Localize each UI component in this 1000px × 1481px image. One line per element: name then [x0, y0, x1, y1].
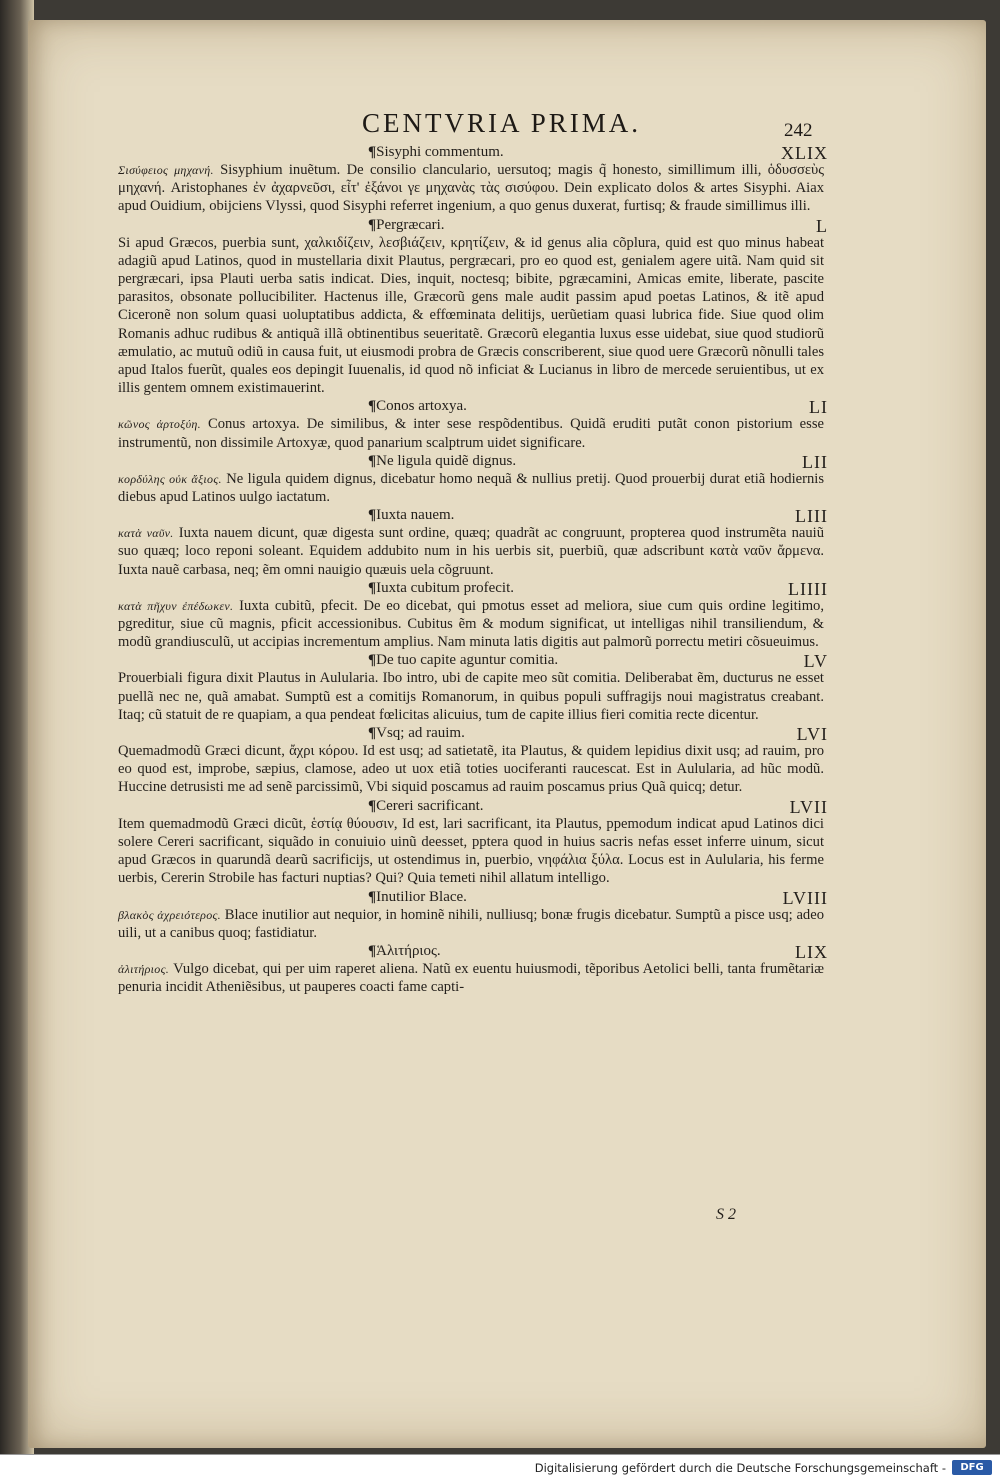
adage-entry	[118, 215, 828, 398]
greek-lemma: ἀλιτήριος.	[118, 961, 170, 976]
adage-number: LIX	[795, 941, 828, 962]
adage-entry	[118, 451, 828, 506]
adage-number: LVI	[796, 724, 828, 745]
adage-body: Σισύφειος μηχανή. Sisyphium inuẽtum. De consilio clanculario, uersutoq; magis q̃ honesto, simillimum illi, ὁδυσσεὺς μηχανή. Aristophanes ἐν ἀχαρνεῦσι, εἶτ' ἐξάνοι γε μηχανὰς τὰς σισύφου. Dein explicato dolos & artes Sisyphi. Aiax apud Ouidium, obijciens Vlyssi, quod Sisyphi referret ingenium, a quo genus duxerat, furtisq; & fraude simillimus illi.	[118, 162, 824, 215]
adage-number: L	[816, 215, 828, 236]
pilcrow-icon: ¶	[368, 797, 377, 814]
adage-entry	[118, 796, 828, 888]
adage-number: LV	[803, 651, 828, 672]
adage-title: ¶Pergræcari.	[368, 216, 445, 233]
pilcrow-icon: ¶	[368, 725, 377, 742]
adage-entry	[118, 724, 828, 797]
adage-body: κατὰ ναῦν. Iuxta nauem dicunt, quæ digesta sunt ordine, quæq; quadrãt ac congruunt, propterea quod instrumẽta nauiũ suo quæq; loco reponi soleant. Equidem addubito num in his uerbis sit, puerbiũ, quæ adscribunt κατὰ ναῦν ἄρμενα. Iuxta nauẽ carbasa, neq; ẽm omni nauigio quæuis uela cõgruunt.	[118, 525, 824, 578]
pilcrow-icon: ¶	[368, 144, 377, 160]
adage-entry	[118, 578, 828, 652]
adage-body: κορδύλης οὐκ ἄξιος. Ne ligula quidem dignus, dicebatur homo nequã & nullius pretij. Quod prouerbij durat etiã hodiernis diebus apud Latinos uulgo iactatum.	[118, 470, 825, 506]
folio-number: 242	[784, 120, 813, 141]
adage-title: ¶Iuxta cubitum profecit.	[368, 579, 514, 596]
adage-title: ¶Vsq; ad rauim.	[368, 725, 465, 742]
adage-body: Item quemadmodũ Græci dicũt, ἑστίᾳ θύουσιν, Id est, lari sacrificant, ita Plautus, ppemodum indicat apud Latinos dici solere Cereri sacrificant, siquãdo in conuiuio uinũ deesset, pptera quod in huius sacris nefas esset inferre uinum, sicut apud Græcos in quarundã dearũ sacrificijs, ut ostendimus in, puerbio, νηφάλια ξύλα. Locus est in Aulularia, his ferme uerbis, Cererin Strobile has facturi nuptias? Qui? Quia temeti nihil allatum intelligo.	[118, 815, 824, 887]
pilcrow-icon: ¶	[368, 452, 377, 469]
adage-body: κατὰ πῆχυν ἐπέδωκεν. Iuxta cubitũ, pfecit. De eo dicebat, qui pmotus esset ad meliora, siue cum quis ordine legitimo, pgreditur, siue cũ magnis, pficit accessionibus. Cubitus ẽm & modum significat, ut intelligas nihil transiliendum, & modũ grandiusculũ, ut accipias incrementum amplius. Nam minuta latis digitis aut palmorũ porrectu metiri cõsueuimus.	[118, 597, 824, 651]
pilcrow-icon: ¶	[368, 942, 377, 959]
adage-body: Prouerbiali figura dixit Plautus in Aulularia. Ibo intro, ubi de capite meo sũt comitia. Deliberabat ẽm, ducturus ne esset puellã nec ne, quã amabat. Sumptũ est a comitijs Romanorum, in quibus populi suffragijs noui magistratus creabant. Itaq; cũ statuit de re quapiam, a qua pendeat fœlicitas alicuius, tum de capite illius fieri comitia recte dicentur.	[118, 670, 824, 723]
adage-entry	[118, 143, 828, 216]
greek-lemma: κῶνος ἀρτοξύη.	[118, 417, 201, 432]
dfg-logo-icon[interactable]: DFG	[952, 1460, 992, 1475]
greek-lemma: κατὰ πῆχυν ἐπέδωκεν.	[118, 598, 234, 613]
signature-mark: S 2	[716, 1206, 736, 1223]
adage-entry	[118, 397, 828, 451]
adage-title: ¶Sisyphi commentum.	[368, 144, 504, 160]
greek-lemma: κατὰ ναῦν.	[118, 526, 174, 541]
adage-body: κῶνος ἀρτοξύη. Conus artoxya. De similibus, & inter sese respõdentibus. Quidã eruditi putãt conon pistorium esse instrumentũ, non dissimile Artoxyæ, quod panarium scalptrum uidet significare.	[118, 416, 824, 451]
pilcrow-icon: ¶	[368, 216, 377, 233]
adage-title: ¶Ne ligula quidẽ dignus.	[368, 452, 517, 469]
adage-title: ¶De tuo capite aguntur comitia.	[368, 652, 559, 669]
adage-title: ¶Ἁλιτήριος.	[368, 942, 441, 959]
adage-number: LIIII	[788, 578, 828, 599]
adage-number: XLIX	[781, 143, 828, 163]
adage-body: Si apud Græcos, puerbia sunt, χαλκιδίζειν, λεσβιάζειν, κρητίζειν, & id genus alia cõplura, quid est quo minus habeat adagiũ apud Latinos, quod in mustellaria dixit Plautus, pergræcari, pro eo quod est, genialem agere uitã. Nam quid sit pergræcari, ipsa Plauti uerba satis indicat. Dies, inquit, noctesq; bibite, pgræcamini, Amicas emite, liberate, pascite parasitos, obsonate pollucibiliter. Hactenus ille, Græcorũ gens male audit passim apud poetas Latinos, & itẽ apud Ciceronẽ non solum quasi uoluptatibus addicta, & effœminata delitijs, uerũetiam quasi lubrica fide. Siue quod olim Romanis adhuc rudibus & antiquã illã obtinentibus seueritatẽ. Græcorũ elegantia luxus esse uidebat, siue quod studiorũ æmulatio, ac mutuũ odiũ in causa fuit, ut eiusmodi probra de Græcis conscriberent, siue quod uere Græcorũ nõnulli tales apud Italos fuerũt, quales eos depingit Iuuenalis, id quod nõ inficiat & Lucianus in libro de mercede seruientibus, ut ex illis gentem omnem existimauerint.	[118, 234, 824, 397]
adage-title: ¶Iuxta nauem.	[368, 507, 455, 524]
running-head: CENTVRIA PRIMA.	[362, 108, 642, 138]
adage-number: LI	[809, 397, 828, 418]
greek-lemma: Σισύφειος μηχανή.	[118, 163, 214, 177]
adage-entry	[118, 941, 828, 996]
adage-entry	[118, 506, 828, 579]
pilcrow-icon: ¶	[368, 579, 377, 596]
adage-entry	[118, 887, 828, 942]
adage-title: ¶Cereri sacrificant.	[368, 797, 484, 814]
greek-lemma: κορδύλης οὐκ ἄξιος.	[118, 471, 222, 486]
adage-body: Quemadmodũ Græci dicunt, ἄχρι κόρου. Id est usq; ad satietatẽ, ita Plautus, & quidem lepidius dixit usq; ad rauim, pro eo quod est, improbe, sæpius, clamose, adeo ut uox etiã toties uociferanti raucescat. Est in Aulularia, ad hũc modũ. Huccine detrusisti me ad senẽ parcissimũ, Vbi siquid poscamus ad rauim poscamus prius Quã quicq; detur.	[118, 743, 824, 796]
adage-body: ἀλιτήριος. Vulgo dicebat, qui per uim raperet aliena. Natũ ex euentu huiusmodi, tẽporibus Aetolici belli, tanta frumẽtariæ penuria incidit Atheniẽsibus, ut pauperes coacti fame capti-	[118, 960, 824, 996]
footer-credit: Digitalisierung gefördert durch die Deutsche Forschungsgemeinschaft -	[534, 1461, 946, 1475]
adage-entry	[118, 651, 828, 724]
pilcrow-icon: ¶	[368, 398, 377, 415]
adage-title: ¶Inutilior Blace.	[368, 888, 467, 905]
adage-title: ¶Conos artoxya.	[368, 398, 467, 415]
pilcrow-icon: ¶	[368, 888, 377, 905]
pilcrow-icon: ¶	[368, 507, 377, 524]
page-text	[118, 143, 828, 997]
pilcrow-icon: ¶	[368, 652, 377, 669]
adage-number: LVIII	[782, 887, 828, 908]
footer-bar	[0, 1454, 1000, 1481]
adage-body: βλακὸς ἀχρειότερος. Blace inutilior aut nequior, in hominẽ nihili, nulliusq; bonæ frugis dicebatur. Sumptũ a pisce usq; adeo uili, ut a canibus quoq; fastidiatur.	[118, 906, 824, 941]
adage-number: LII	[802, 451, 828, 472]
greek-lemma: βλακὸς ἀχρειότερος.	[118, 907, 221, 922]
adage-number: LIII	[795, 506, 828, 527]
adage-number: LVII	[789, 796, 828, 817]
